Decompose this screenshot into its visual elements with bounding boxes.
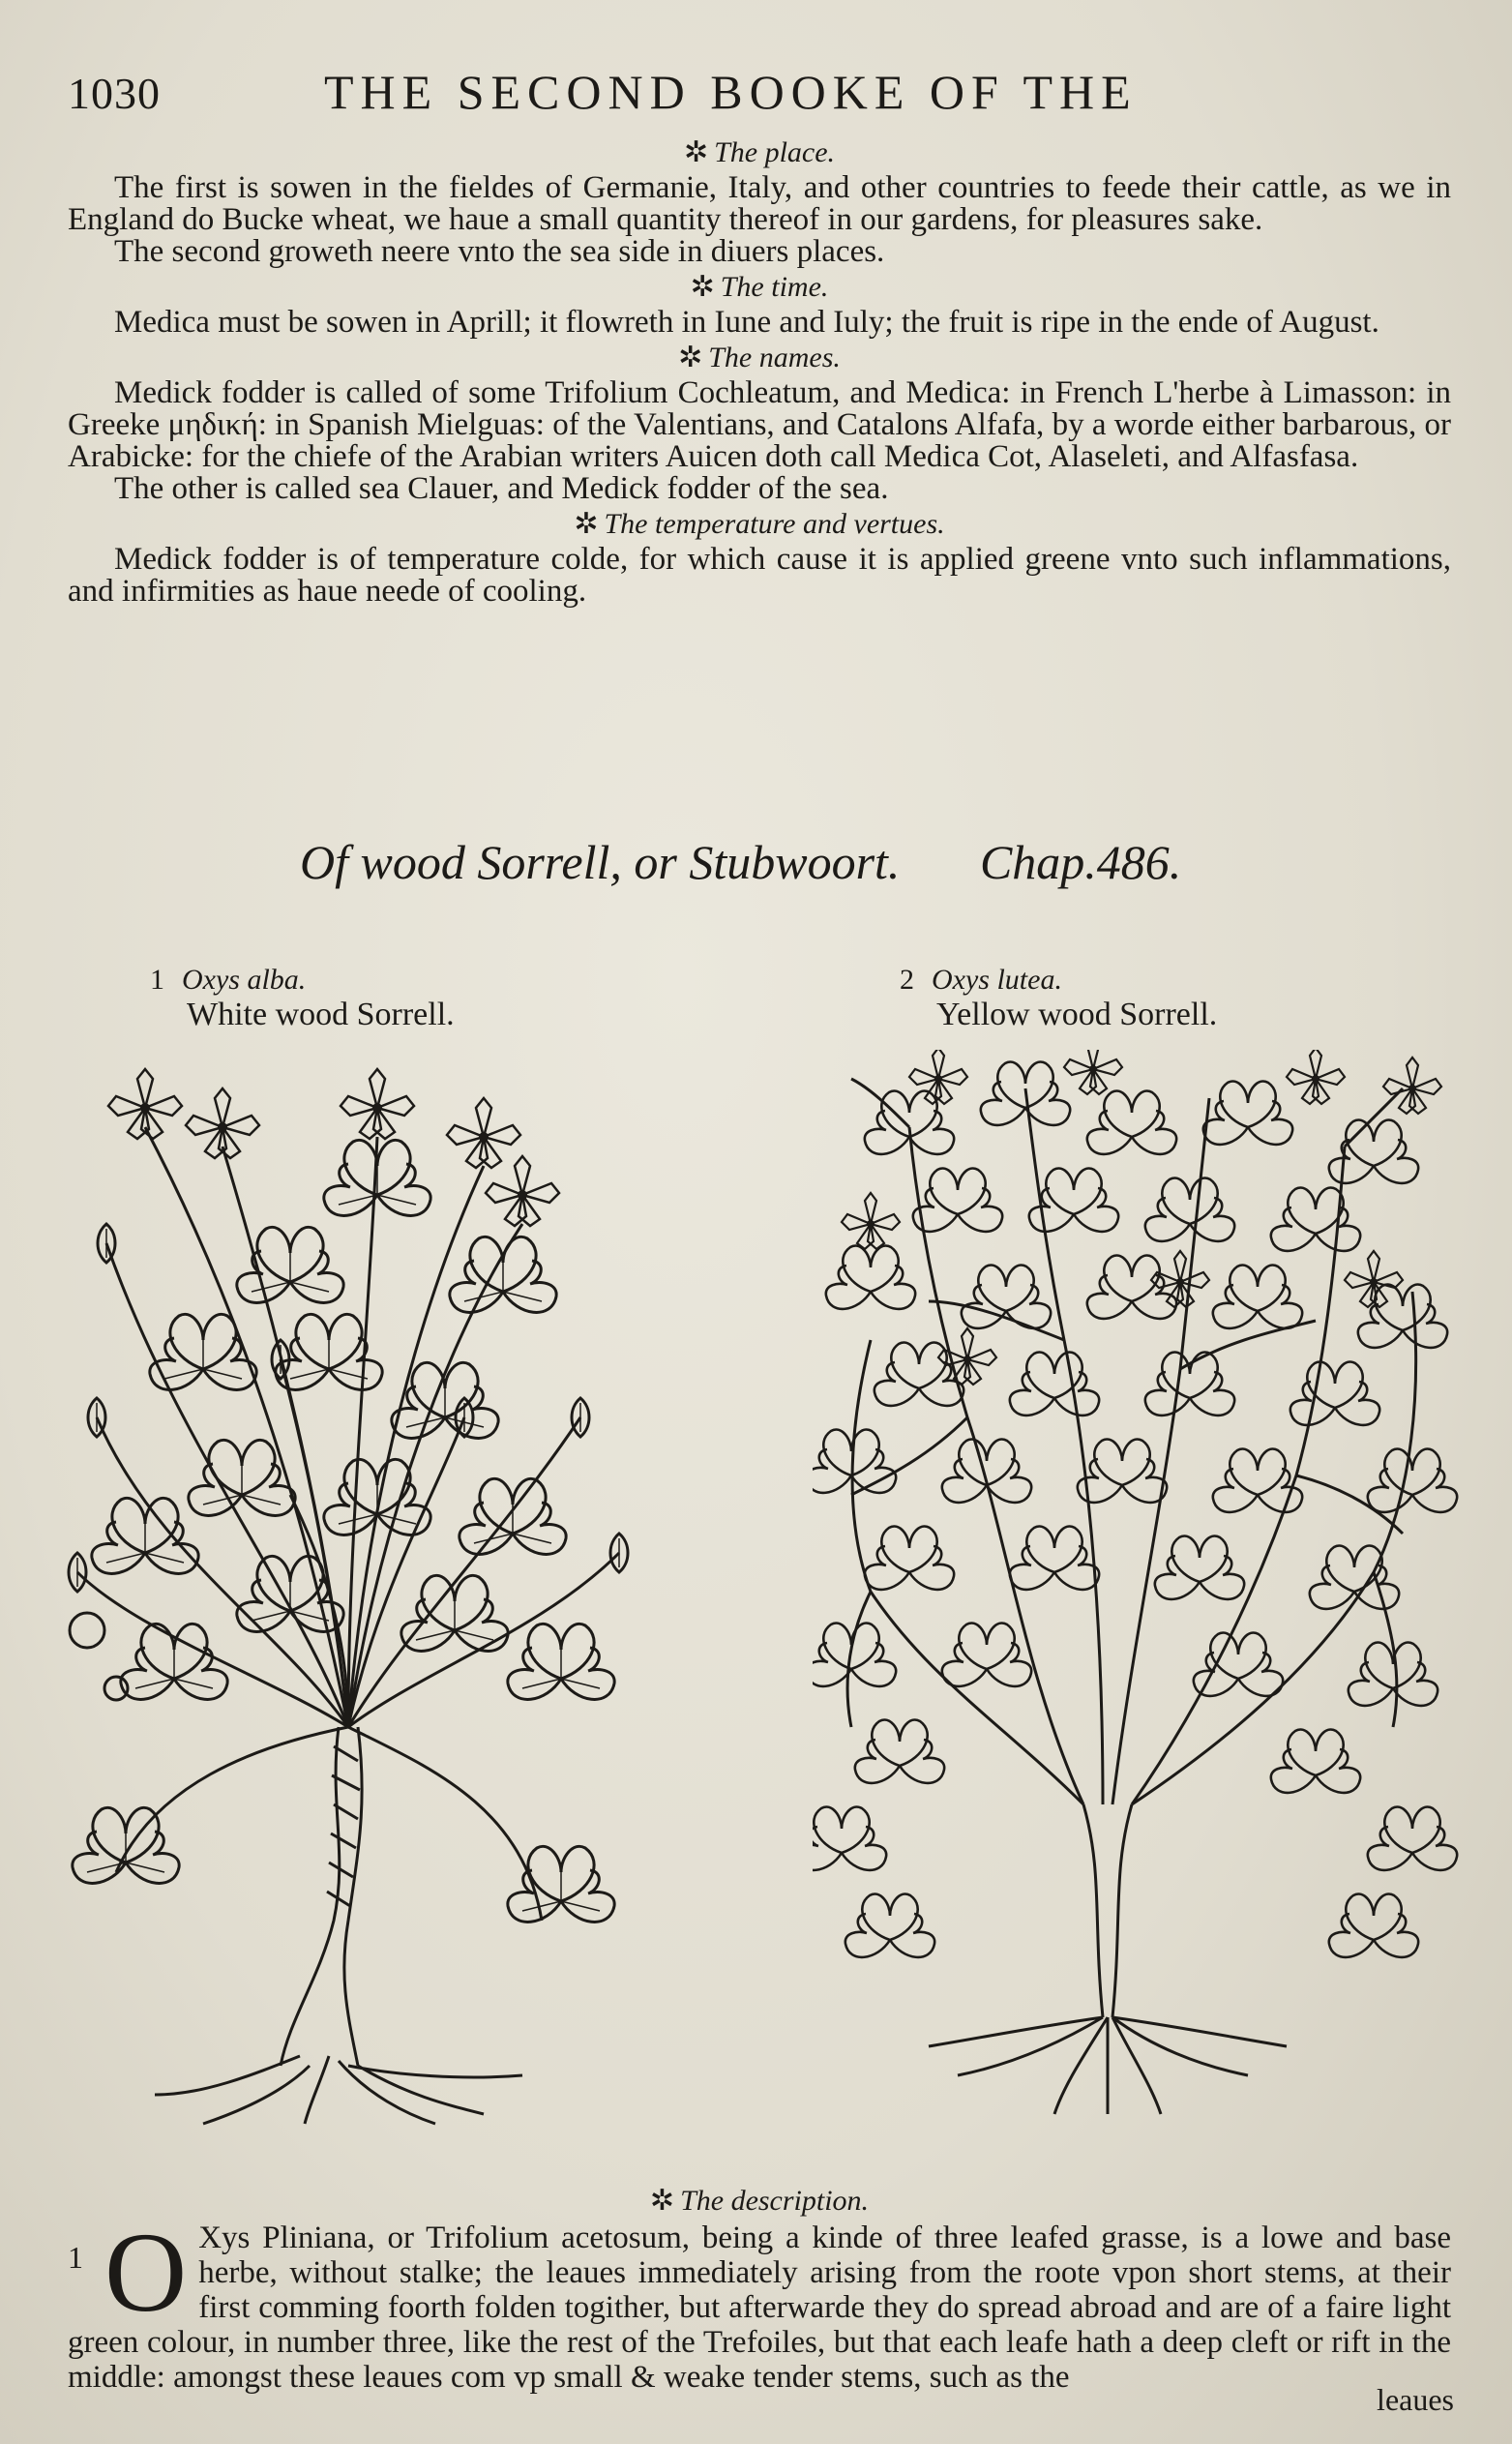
chapter-title-text: Of wood Sorrell, or Stubwoort. <box>300 835 901 889</box>
section-heading-time: ✲ The time. <box>690 271 829 303</box>
book-title: THE SECOND BOOKE OF THE <box>324 65 1138 119</box>
drop-cap: O <box>104 2209 188 2336</box>
figure-2-caption <box>900 963 1217 1032</box>
woodcut-white-wood-sorrell <box>58 1050 735 2133</box>
figure-1-latin: Oxys alba. <box>182 964 307 996</box>
paragraph-names-2: The other is called sea Clauer, and Medick fodder of the sea. <box>114 471 889 506</box>
woodcut-yellow-wood-sorrell <box>813 1050 1470 2133</box>
figure-1-number: 1 <box>150 964 164 996</box>
section-heading-temperature: ✲ The temperature and vertues. <box>574 508 945 540</box>
paragraph-place-2: The second groweth neere vnto the sea side in diuers places. <box>114 234 885 269</box>
figure-2-latin: Oxys lutea. <box>932 964 1062 996</box>
description-block <box>68 2182 1451 2395</box>
figure-2-number: 2 <box>900 964 914 996</box>
paragraph-names-1: Medick fodder is called of some Trifolium Cochleatum, and Medica: in French L'herbe à Limasson: in Greeke μηδική: in Spanish Mielguas: of the Valentians, and Catalons Alfafa, by a worde either barbarous, or Arabicke: for the chiefe of the Arabian writers Auicen doth call Medica Cot, Alaseleti, and Alfasfasa. <box>68 375 1451 474</box>
top-text-block <box>68 134 1451 608</box>
page-number: 1030 <box>68 69 161 118</box>
running-head <box>68 60 1441 137</box>
section-heading-names: ✲ The names. <box>678 342 841 373</box>
description-paragraph: Xys Pliniana, or Trifolium acetosum, being a kinde of three leafed grasse, is a lowe and base herbe, without stalke; the leaues immediately arising from the roote vpon short stems, at their first comming foorth folden togither, but afterwarde they do spread abroad and are of a faire light green colour, in number three, like the rest of the Trefoiles, but that each leafe hath a deep cleft or rift in the middle: amongst these leaues com vp small & weake tender stems, such as the <box>68 2220 1451 2395</box>
figure-1-caption <box>150 963 455 1032</box>
section-heading-place: ✲ The place. <box>683 136 836 168</box>
chapter-title <box>300 834 1267 902</box>
figure-2-english: Yellow wood Sorrell. <box>936 997 1218 1032</box>
paragraph-temperature-1: Medick fodder is of temperature colde, for which cause it is applied greene vnto such inflammations, and infirmities as haue neede of cooling. <box>68 542 1451 609</box>
paragraph-place-1: The first is sowen in the fieldes of Germanie, Italy, and other countries to feede their cattle, as we in England do Bucke wheat, we haue a small quantity thereof in our gardens, for pleasures sake. <box>68 170 1451 237</box>
figure-1-english: White wood Sorrell. <box>187 997 455 1032</box>
description-number: 1 <box>68 2240 83 2275</box>
chapter-number: Chap.486. <box>979 835 1182 889</box>
catchword: leaues <box>1377 2382 1454 2417</box>
section-heading-description: ✲ The description. <box>649 2185 870 2217</box>
paragraph-time-1: Medica must be sowen in Aprill; it flowreth in Iune and Iuly; the fruit is ripe in the ende of August. <box>114 305 1379 340</box>
